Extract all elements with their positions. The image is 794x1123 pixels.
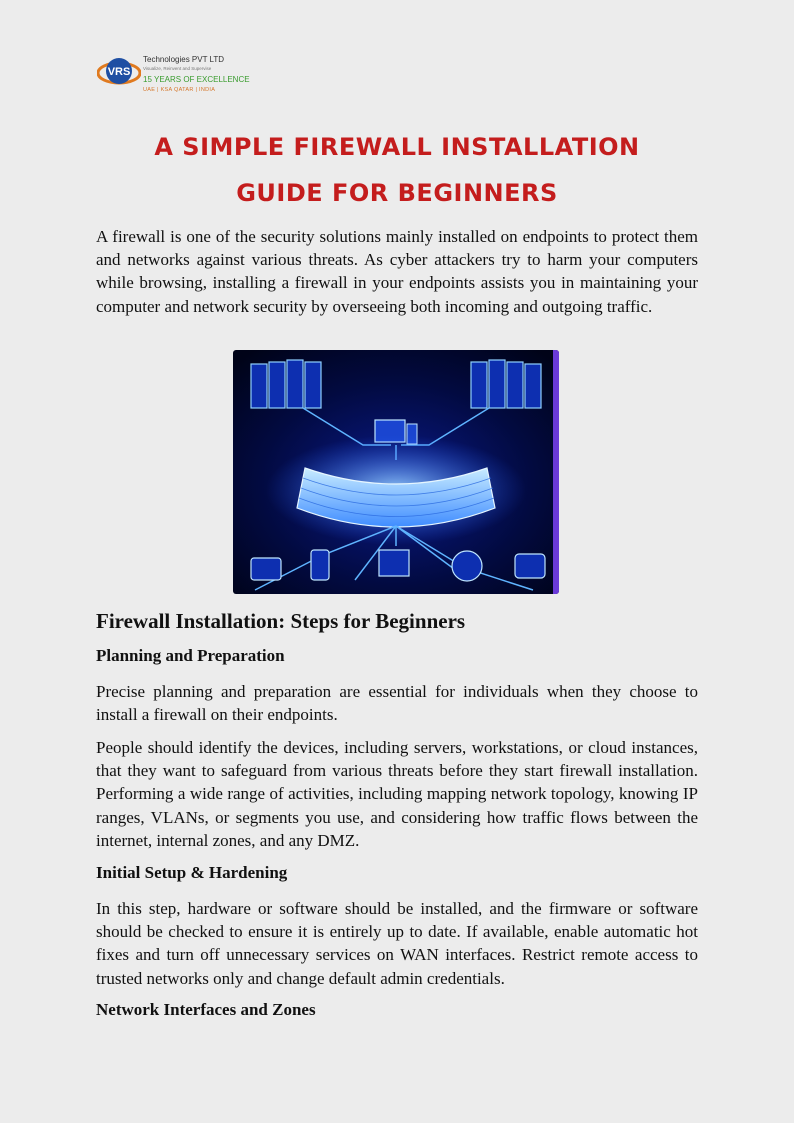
logo-mark: VRS [107, 66, 131, 78]
page-title-line-1: A SIMPLE FIREWALL INSTALLATION [154, 133, 640, 161]
page-title-line-2: GUIDE FOR BEGINNERS [236, 179, 558, 207]
planning-heading: Planning and Preparation [96, 646, 285, 665]
years-badge: 15 YEARS OF EXCELLENCE [143, 75, 250, 84]
setup-heading: Initial Setup & Hardening [96, 863, 288, 882]
company-name: Technologies PVT LTD [143, 55, 225, 64]
intro-paragraph: A firewall is one of the security solutions mainly installed on endpoints to protect them and networks against various threats. As cyber attackers try to harm your computers while browsing, installing a firewall in your endpoints assists you in maintaining your computer and network security by overseeing both incoming and outgoing traffic. [96, 227, 698, 316]
firewall-network-illustration-icon [233, 350, 559, 594]
regions-list: UAE | KSA QATAR | INDIA [143, 87, 216, 93]
vrs-logo-icon [97, 52, 141, 92]
company-tagline: Visualize, Reinvent and Supervise [143, 66, 212, 71]
planning-paragraph-2: People should identify the devices, including servers, workstations, or cloud instances, that they want to safeguard from various threats before they start firewall installation. Performing a wide range of activities, including mapping network topology, knowing IP ranges, VLANs, or segments you use, and considering how traffic flows between the internet, internal zones, and any DMZ. [96, 738, 698, 850]
interfaces-heading: Network Interfaces and Zones [96, 1000, 316, 1019]
section-heading: Firewall Installation: Steps for Beginners [96, 609, 466, 633]
planning-paragraph-1: Precise planning and preparation are essential for individuals when they choose to install a firewall on their endpoints. [96, 682, 698, 725]
company-logo [97, 52, 257, 98]
setup-paragraph-1: In this step, hardware or software should be installed, and the firmware or software should be checked to ensure it is entirely up to date. If available, enable automatic hot fixes and turn off unnecessary services on WAN interfaces. Restrict remote access to trusted networks only and change default admin credentials. [96, 899, 698, 988]
